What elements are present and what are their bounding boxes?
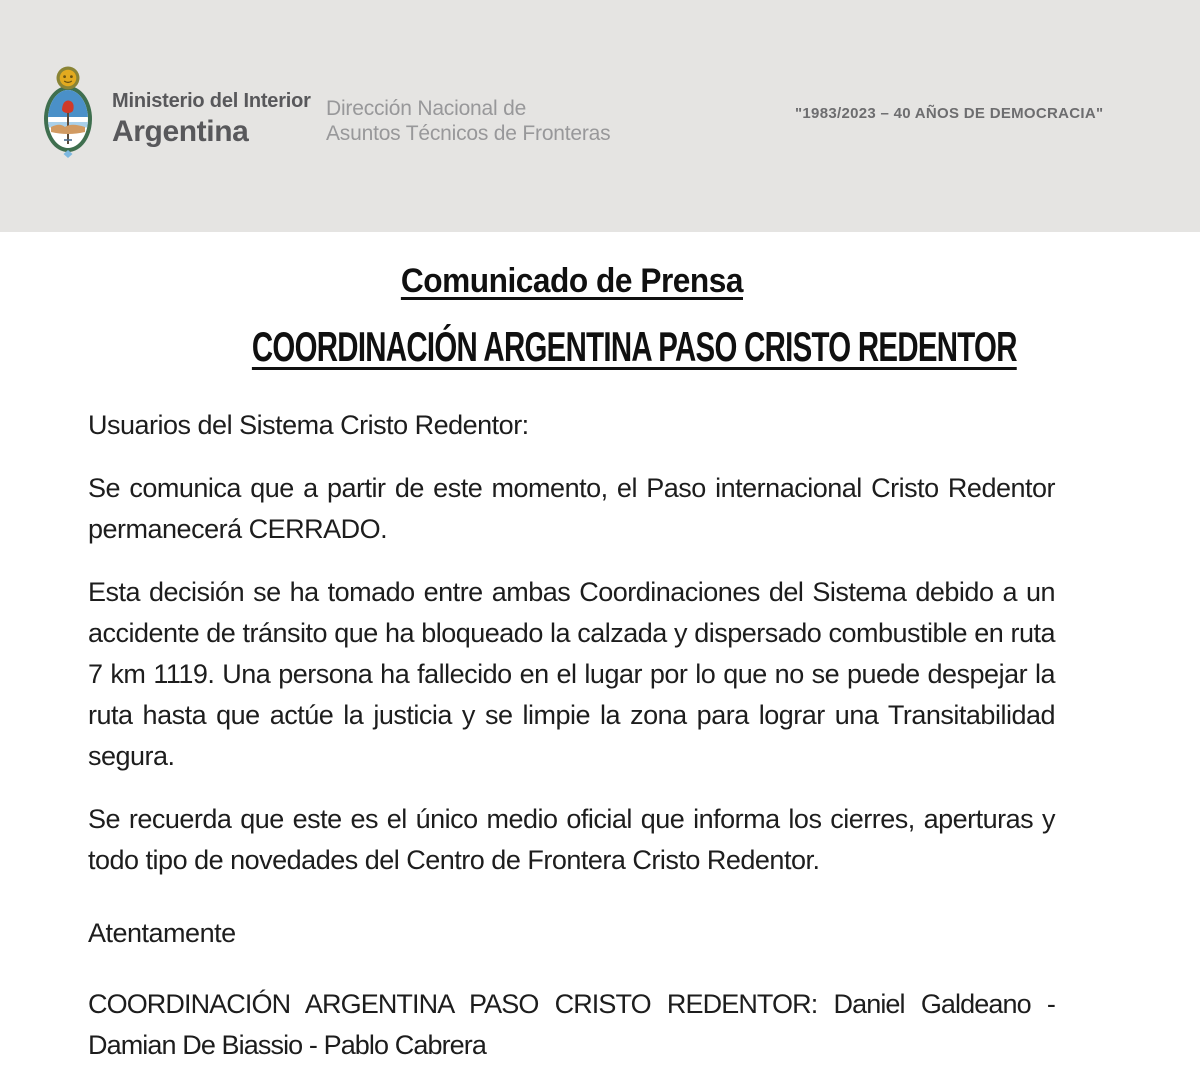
coat-of-arms-icon [40, 64, 96, 160]
democracy-motto: "1983/2023 – 40 AÑOS DE DEMOCRACIA" [795, 105, 1104, 122]
direction-line2: Asuntos Técnicos de Fronteras [326, 122, 611, 145]
coordination-subtitle [88, 323, 1055, 371]
direction-line1: Dirección Nacional de [326, 97, 527, 120]
paragraph-official-channel: Se recuerda que este es el único medio oficial que informa los cierres, aperturas y todo tipo de novedades del Centro de Frontera Cristo Redentor. [88, 804, 1055, 875]
direction-block [326, 96, 610, 146]
ministry-block [112, 90, 311, 149]
salutation: Usuarios del Sistema Cristo Redentor: [88, 410, 529, 440]
document-body [0, 232, 1200, 1066]
ministry-country: Argentina [112, 115, 249, 148]
coordination-subtitle-text: COORDINACIÓN ARGENTINA PASO CRISTO REDENTOR [251, 323, 1017, 370]
closing: Atentamente [88, 918, 236, 948]
paragraph-accident-reason: Esta decisión se ha tomado entre ambas Coordinaciones del Sistema debido a un accidente de tránsito que ha bloqueado la calzada y dispersado combustible en ruta 7 km 1119. Una persona ha fallecido en el lugar por lo que no se puede despejar la ruta hasta que actúe la justicia y se limpie la zona para lograr una Transitabilidad segura. [88, 577, 1055, 771]
paragraph-closure-announcement: Se comunica que a partir de este momento, el Paso internacional Cristo Redentor permanecerá CERRADO. [88, 473, 1055, 544]
press-release-title-text: Comunicado de Prensa [400, 262, 743, 300]
letterhead [0, 0, 1200, 232]
argentina-coat-of-arms-logo [40, 64, 96, 160]
signature: COORDINACIÓN ARGENTINA PASO CRISTO REDENTOR: Daniel Galdeano - Damian De Biassio - Pablo Cabrera [88, 989, 1055, 1060]
ministry-name: Ministerio del Interior [112, 90, 311, 112]
press-release-title [88, 262, 1055, 301]
